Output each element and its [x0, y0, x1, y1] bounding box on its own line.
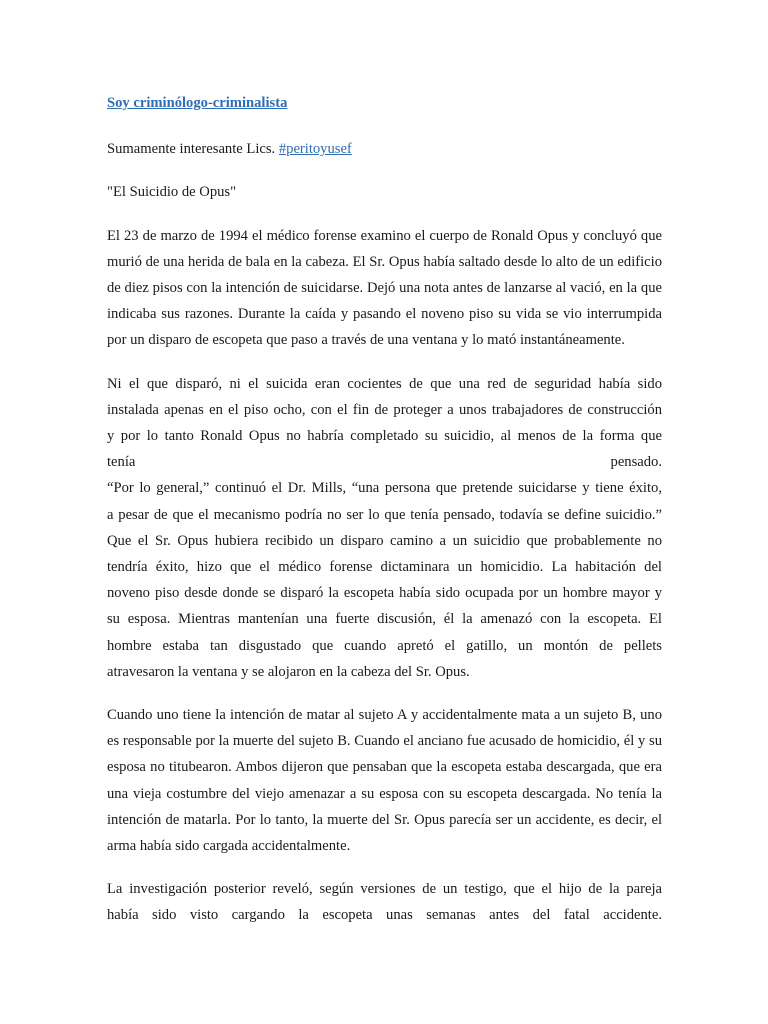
paragraph-2	[107, 371, 662, 685]
paragraph-2-line: a pesar de que el mecanismo podría no ser lo que tenía pensado, todavía se define suicidio.”	[107, 506, 662, 523]
intro-line	[107, 136, 662, 162]
paragraph-2-line: instalada apenas en el piso ocho, con el fin de proteger a unos trabajadores de construcción	[107, 401, 662, 418]
paragraph-1: El 23 de marzo de 1994 el médico forense examino el cuerpo de Ronald Opus y concluyó que murió de una herida de bala en la cabeza. El Sr. Opus había saltado desde lo alto de un edificio de diez pisos con la intención de suicidarse. Dejó una nota antes de lanzarse al vació, en la que indicaba sus razones. Durante la caída y pasando el noveno piso su vida se vio interrumpida por un disparo de escopeta que paso a través de una ventana y lo mató instantáneamente.	[107, 227, 662, 349]
paragraph-2-line: tenía pensado.	[107, 454, 662, 471]
paragraph-2-line: “Por lo general,” continuó el Dr. Mills, “una persona que pretende suicidarse y tiene éxito,	[107, 480, 662, 497]
title-link[interactable]: Soy criminólogo-criminalista	[107, 95, 288, 111]
paragraph-2-line: atravesaron la ventana y se alojaron en la cabeza del Sr. Opus.	[107, 663, 470, 680]
paragraph-2-line: su esposa. Mientras mantenían una fuerte discusión, él la amenazó con la escopeta. El	[107, 611, 662, 628]
paragraph-2-line: tendría éxito, hizo que el médico forense dictaminara un homicidio. La habitación del	[107, 559, 662, 576]
document-page	[107, 90, 662, 946]
paragraph-4	[107, 876, 662, 928]
hashtag-link[interactable]: #peritoyusef	[278, 141, 352, 158]
paragraph-2-line: noveno piso desde donde se disparó la escopeta había sido ocupada por un hombre mayor y	[107, 585, 662, 602]
paragraph-2-line: hombre estaba tan disgustado que cuando apretó el gatillo, un montón de pellets	[107, 637, 662, 654]
intro-text: Sumamente interesante Lics.	[107, 141, 276, 158]
paragraph-4-line: había sido visto cargando la escopeta unas semanas antes del fatal accidente.	[107, 907, 662, 924]
paragraph-2-line: Que el Sr. Opus hubiera recibido un disparo camino a un suicidio que probablemente no	[107, 532, 662, 549]
article-title: "El Suicidio de Opus"	[107, 184, 237, 201]
paragraph-4-line: La investigación posterior reveló, según versiones de un testigo, que el hijo de la pareja	[107, 881, 662, 898]
paragraph-3: Cuando uno tiene la intención de matar al sujeto A y accidentalmente mata a un sujeto B, uno es responsable por la muerte del sujeto B. Cuando el anciano fue acusado de homicidio, él y su esposa no titubearon. Ambos dijeron que pensaban que la escopeta estaba descargada, que era una vieja costumbre del viejo amenazar a su esposa con su escopeta descargada. No tenía la intención de matarla. Por lo tanto, la muerte del Sr. Opus parecía ser un accidente, es decir, el arma había sido cargada accidentalmente.	[107, 707, 662, 855]
paragraph-2-line: y por lo tanto Ronald Opus no habría completado su suicidio, al menos de la forma que	[107, 428, 662, 445]
paragraph-2-line: Ni el que disparó, ni el suicida eran cocientes de que una red de seguridad había sido	[107, 375, 662, 392]
